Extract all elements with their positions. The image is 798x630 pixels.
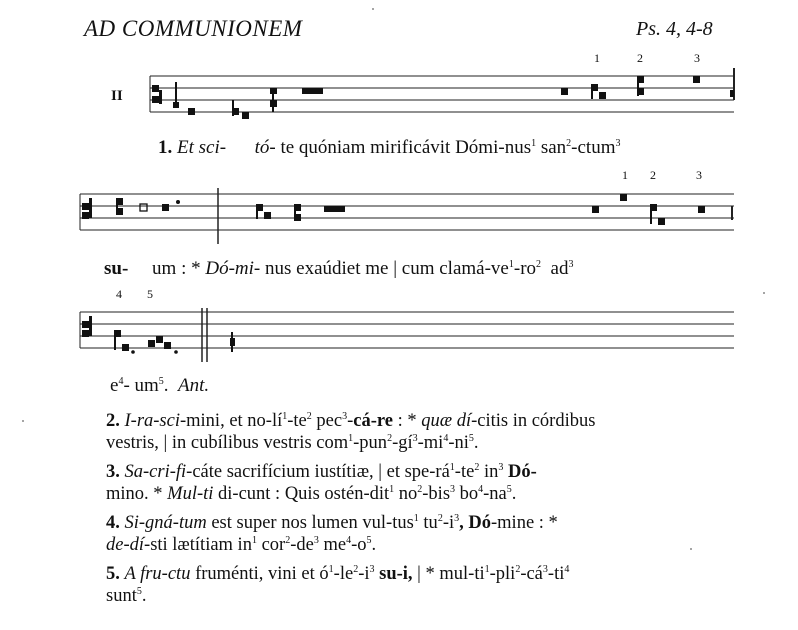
verse-text: -gí [392, 433, 413, 453]
accent-sup: 5 [158, 376, 164, 387]
verse-text: . [473, 433, 479, 453]
psalm-reference: Ps. 4, 4-8 [636, 18, 713, 40]
accent-sup: 4 [443, 433, 449, 444]
verse-line [106, 534, 734, 556]
accent-sup: 1 [328, 564, 334, 575]
music-staff-1 [146, 66, 736, 126]
accent-sup: 3 [542, 564, 548, 575]
accent-sup: 3 [342, 411, 348, 422]
accent-number: 2 [637, 51, 643, 65]
accent-number: 3 [696, 168, 702, 182]
accent-sup: 2 [417, 484, 423, 495]
accent-sup: 4 [564, 564, 570, 575]
accent-sup: 2 [285, 535, 291, 546]
verse-text: Si-gná-tum [124, 513, 207, 533]
accent-sup: 3 [450, 484, 456, 495]
mode-number: II [111, 88, 123, 104]
verse-line [106, 410, 734, 432]
verse-number: 3. [106, 462, 120, 482]
lyric-text: -ro [513, 258, 537, 279]
verse-text: -pli [489, 564, 516, 584]
accent-sup: 1 [449, 462, 455, 473]
lyric-syllable: Et sci- [177, 137, 227, 158]
verse-text: Mul-ti [167, 484, 214, 504]
verse-text: -mine : * [491, 513, 558, 533]
verse-text: -cá [520, 564, 543, 584]
lyric-text: nus exaúdiet me [265, 258, 389, 279]
accent-sup: 1 [282, 411, 288, 422]
verse-text: -ni [448, 433, 469, 453]
verse-number: 1. [158, 137, 173, 158]
accent-sup: 5 [366, 535, 372, 546]
verse-text: . [371, 535, 377, 555]
music-staff-2 [76, 184, 736, 246]
verse-text: . [511, 484, 517, 504]
accent-sup: 2 [536, 259, 542, 270]
verse-number: 2. [106, 411, 120, 431]
verse-line [106, 461, 734, 483]
accent-sup: 1 [508, 259, 514, 270]
accent-number: 2 [650, 168, 656, 182]
verse-text: fruménti, vini et ó [190, 564, 329, 584]
verse-line [106, 585, 734, 607]
accent-sup: 2 [566, 138, 572, 149]
verse-text: -de [290, 535, 314, 555]
accent-number: 5 [147, 287, 153, 301]
accent-sup: 1 [413, 513, 419, 524]
verse-text: di-cunt : Quis ostén-dit [213, 484, 390, 504]
clef-icon [82, 316, 92, 337]
verse-5 [106, 563, 734, 607]
accent-sup: 3 [454, 513, 460, 524]
accent-number: 3 [694, 51, 700, 65]
accent-number: 4 [116, 287, 122, 301]
verse-text: bo [455, 484, 479, 504]
verse-text: cor [256, 535, 286, 555]
verse-text: no [394, 484, 418, 504]
accent-sup: 4 [346, 535, 352, 546]
lyric-syllable: um : * [152, 258, 201, 279]
chant-title: AD COMMUNIONEM [84, 16, 303, 41]
verse-text: de-dí- [106, 535, 151, 555]
verse-text: tu [418, 513, 438, 533]
neumes [173, 76, 734, 119]
neumes [116, 194, 705, 225]
verse-number: 5. [106, 564, 120, 584]
accent-sup: 3 [313, 535, 319, 546]
accent-sup: 4 [478, 484, 484, 495]
verse-text: -ti [547, 564, 565, 584]
verse-text: mini, et no-lí [186, 411, 283, 431]
accent-number: 1 [622, 168, 628, 182]
accent-sup: 5 [136, 586, 142, 597]
accent-sup: 3 [568, 259, 574, 270]
accent-sup: 1 [531, 138, 537, 149]
bar-symbol: | [393, 258, 398, 279]
accent-sup: 2 [474, 462, 480, 473]
accent-sup: 3 [498, 462, 504, 473]
lyric-syllable: su- [104, 258, 129, 279]
verse-text: -i [442, 513, 455, 533]
lyric-text: te quóniam mirificávit Dómi-nus [280, 137, 532, 158]
verse-text: . [141, 586, 147, 606]
verse-3 [106, 461, 734, 505]
verse-line [106, 432, 734, 454]
accent-sup: 3 [369, 564, 375, 575]
lyric-text: cum clamá-ve [401, 258, 509, 279]
verse-text: su-i, [379, 564, 413, 584]
accent-sup: 1 [389, 484, 395, 495]
accent-sup: 3 [412, 433, 418, 444]
scan-speck [372, 8, 374, 10]
verse-text: -i [358, 564, 370, 584]
verse-text: mino. * [106, 484, 168, 504]
lyric-line-3 [110, 375, 209, 397]
lyric-syllable: - um [123, 375, 159, 396]
accent-sup: 2 [515, 564, 521, 575]
verse-text: -te [287, 411, 307, 431]
verse-text: Dó- [503, 462, 537, 482]
verse-text: Dó [468, 513, 491, 533]
verse-line [106, 563, 734, 585]
verse-text: : * [392, 411, 422, 431]
scan-speck [22, 420, 24, 422]
lyric-line-1 [158, 137, 621, 159]
lyric-text: ad [550, 258, 569, 279]
lyric-text: san [540, 137, 567, 158]
verse-line [106, 483, 734, 505]
verse-text: -o [351, 535, 367, 555]
verse-text: Sa-cri-fi- [124, 462, 193, 482]
accent-sup: 5 [468, 433, 474, 444]
accent-sup: 4 [118, 376, 124, 387]
accent-number: 1 [594, 51, 600, 65]
verse-text: I-ra-sci- [124, 411, 187, 431]
verse-text: vestris, | in cubílibus vestris com [106, 433, 349, 453]
accent-sup: 2 [437, 513, 443, 524]
verse-text: quæ dí- [421, 411, 478, 431]
lyric-syllable: e [110, 375, 119, 396]
verse-text: in [479, 462, 499, 482]
lyric-line-2 [104, 258, 573, 280]
lyric-syllable: Dó-mi- [205, 258, 261, 279]
verse-text: - [347, 411, 354, 431]
lyric-text: -ctum [571, 137, 616, 158]
verse-number: 4. [106, 513, 120, 533]
verse-text: -te [454, 462, 475, 482]
music-staff-3 [76, 302, 736, 366]
verse-text: sti lætítiam in [150, 535, 252, 555]
verse-text: -mi [417, 433, 444, 453]
accent-sup: 1 [484, 564, 490, 575]
accent-sup: 2 [306, 411, 312, 422]
verse-2 [106, 410, 734, 454]
verse-text: -bis [422, 484, 451, 504]
verse-4 [106, 512, 734, 556]
scan-speck [763, 292, 765, 294]
verse-text: A fru-ctu [124, 564, 191, 584]
antiphon-marker: Ant. [178, 375, 210, 396]
accent-sup: 3 [615, 138, 621, 149]
verse-text: | * mul-ti [412, 564, 485, 584]
lyric-syllable: . [163, 375, 169, 396]
verse-text: me [318, 535, 347, 555]
accent-sup: 2 [353, 564, 359, 575]
lyric-syllable: tó- [254, 137, 276, 158]
accent-sup: 1 [251, 535, 257, 546]
accent-sup: 2 [387, 433, 393, 444]
neumes [114, 330, 235, 354]
verse-text: sunt [106, 586, 137, 606]
clef-icon [82, 198, 92, 219]
verse-text: -pun [353, 433, 388, 453]
verse-text: est super nos lumen vul-tus [206, 513, 414, 533]
verse-text: citis in córdibus [477, 411, 596, 431]
verse-text: cáte sacrifícium iustítiæ, | et spe-rá [192, 462, 450, 482]
verse-text: cá-re [353, 411, 393, 431]
scan-speck [690, 548, 692, 550]
accent-sup: 5 [506, 484, 512, 495]
verse-text: -na [483, 484, 507, 504]
verse-line [106, 512, 734, 534]
verse-text: pec [311, 411, 343, 431]
verse-text: , [459, 513, 469, 533]
accent-sup: 1 [348, 433, 354, 444]
verse-text: -le [333, 564, 354, 584]
